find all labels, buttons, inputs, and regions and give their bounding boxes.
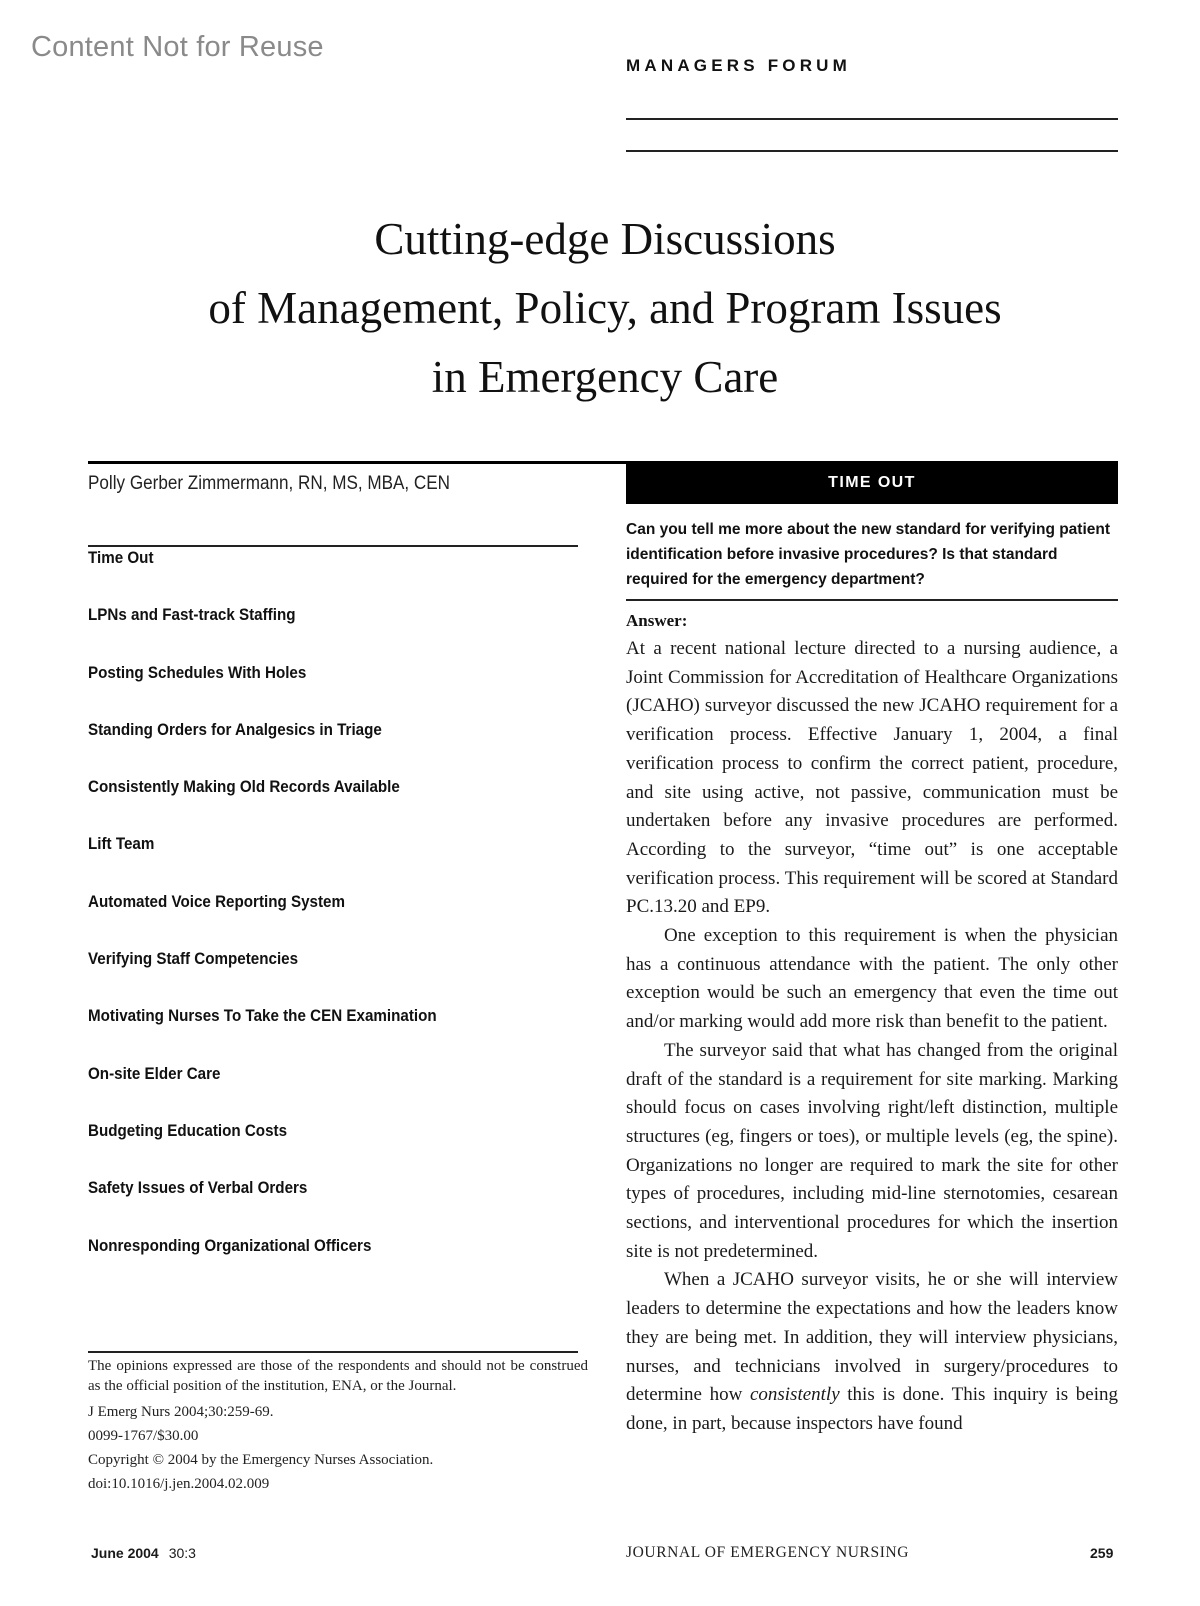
left-top-rule [88, 461, 628, 464]
body-paragraph: At a recent national lecture directed to a nursing audience, a Joint Commission for Accreditation of Healthcare Organizations (JCAHO) surveyor discussed the new JCAHO requirement for a verification process. Effective January 1, 2004, a final verification process to confirm the correct patient, procedure, and site using active, not passive, communication must be undertaken before any invasive procedures are performed. According to the surveyor, “time out” is one acceptable verification process. This requirement will be scored at Standard PC.13.20 and EP9. [626, 638, 1118, 918]
toc-item: Time Out [88, 549, 154, 567]
section-heading-bar: TIME OUT [626, 461, 1118, 504]
toc-item: Nonresponding Organizational Officers [88, 1236, 372, 1255]
answer-label: Answer: [626, 611, 688, 630]
header-rule-top [626, 118, 1118, 120]
text-segment: When a JCAHO surveyor visits, he or she will interview leaders to determine the expectations and how the leaders know they are being met. In addition, they will interview physicians, nurses, and technicians involved in surgery/procedures to determine how [626, 1269, 1118, 1406]
toc-item: Verifying Staff Competencies [88, 950, 299, 969]
body-paragraph: One exception to this requirement is when the physician has a continuous attendance with the patient. The only other exception would be such an emergency that even the time out and/or marking would add more risk than benefit to the patient. [626, 925, 1118, 1033]
toc-item: Safety Issues of Verbal Orders [88, 1179, 308, 1198]
toc-item: Automated Voice Reporting System [88, 892, 345, 911]
emphasized-word: consistently [749, 1384, 840, 1406]
toc-item: Consistently Making Old Records Available [88, 778, 400, 797]
section-label: MANAGERS FORUM [626, 56, 852, 75]
watermark: Content Not for Reuse [31, 31, 324, 63]
footer-issue [91, 1545, 196, 1561]
body-paragraph-last [626, 1266, 1118, 1438]
footnote-issn: 0099-1767/$30.00 [88, 1428, 199, 1444]
footer-journal: JOURNAL OF EMERGENCY NURSING [626, 1544, 910, 1561]
author-byline: Polly Gerber Zimmermann, RN, MS, MBA, CEN [88, 473, 451, 494]
table-of-contents [88, 548, 578, 1293]
toc-item: Posting Schedules With Holes [88, 663, 307, 682]
footnote-disclaimer: The opinions expressed are those of the respondents and should not be construed as the official position of the institution, ENA, or the Journal. [88, 1358, 588, 1394]
footnote-doi: doi:10.1016/j.jen.2004.02.009 [88, 1476, 270, 1492]
title-line-3: in Emergency Care [431, 352, 779, 402]
toc-item: LPNs and Fast-track Staffing [88, 606, 296, 625]
question-rule [626, 599, 1118, 601]
footer-page-number: 259 [1090, 1545, 1114, 1561]
body-paragraph: The surveyor said that what has changed from the original draft of the standard is a requirement for site marking. Marking should focus on cases involving right/left distinction, multiple structures (eg, fingers or toes), or multiple levels (eg, the spine). Organizations no longer are required to mark the site for other types of procedures, including mid-line sternotomies, cesarean sections, and interventional procedures for which the insertion site is not predetermined. [626, 1039, 1118, 1262]
toc-item: Budgeting Education Costs [88, 1121, 288, 1140]
toc-item: Standing Orders for Analgesics in Triage [88, 720, 382, 739]
footnote [88, 1356, 588, 1496]
title-line-1: Cutting-edge Discussions [374, 214, 836, 264]
footer-volume: 30:3 [168, 1545, 196, 1561]
article-title [80, 205, 1130, 412]
footer-month: June 2004 [91, 1545, 159, 1561]
toc-item: Motivating Nurses To Take the CEN Examination [88, 1007, 437, 1026]
toc-item: On-site Elder Care [88, 1064, 221, 1083]
toc-item: Lift Team [88, 835, 155, 854]
footnote-rule [88, 1351, 578, 1353]
question-text: Can you tell me more about the new standard for verifying patient identification before invasive procedures? Is that standard required for the emergency department? [626, 521, 1111, 588]
footnote-copyright: Copyright © 2004 by the Emergency Nurses Association. [88, 1452, 434, 1468]
toc-top-rule [88, 545, 578, 547]
title-line-2: of Management, Policy, and Program Issues [208, 283, 1002, 333]
text-segment: this is done. This inquiry is being done, in part, because inspectors have found [626, 1384, 1119, 1434]
footnote-citation: J Emerg Nurs 2004;30:259-69. [88, 1404, 274, 1420]
header-rule-bottom [626, 150, 1118, 152]
answer-body [626, 635, 1118, 1439]
